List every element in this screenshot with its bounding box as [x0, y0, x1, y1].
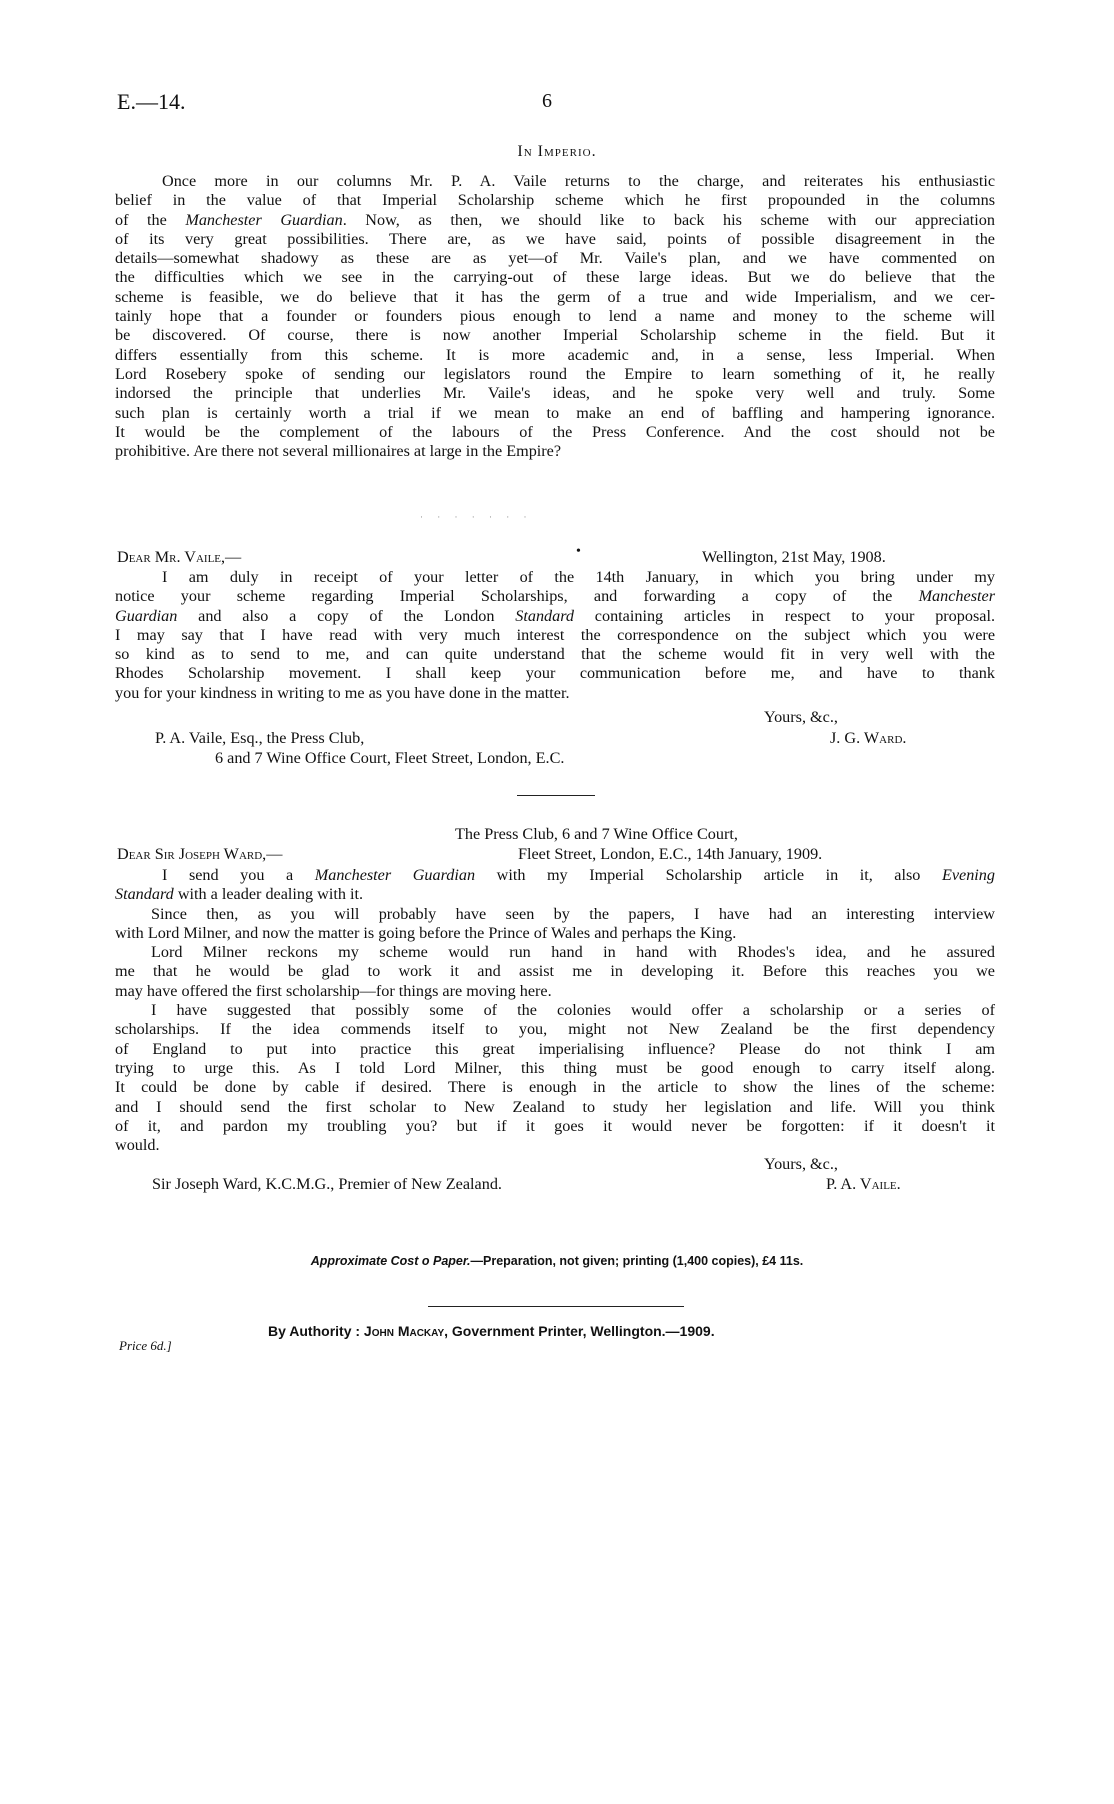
- article-line: of its very great possibilities. There are, as we have said, points of possible disagreement in the: [115, 229, 995, 248]
- price-note: Price 6d.]: [119, 1338, 172, 1353]
- letter2-address-line2: Fleet Street, London, E.C., 14th January, 1909.: [518, 845, 823, 863]
- letter2-line: may have offered the first scholarship—for things are moving here.: [115, 981, 552, 1000]
- letter1-line: [115, 587, 995, 606]
- page-number: 6: [542, 90, 552, 112]
- letter1-line: Rhodes Scholarship movement. I shall keep your communication before me, and have to thank: [115, 664, 995, 683]
- text: and also a copy of the London: [177, 606, 516, 625]
- letter2-line: and I should send the first scholar to New Zealand to study her legislation and life. Will you think: [115, 1097, 995, 1116]
- newspaper-title: Guardian: [115, 606, 178, 625]
- letter2-line: with Lord Milner, and now the matter is going before the Prince of Wales and perhaps the King.: [115, 923, 737, 942]
- text: . Now, as then, we should like to back his scheme with our appreciation: [342, 210, 995, 229]
- letter2-line: Lord Milner reckons my scheme would run hand in hand with Rhodes's idea, and he assured: [151, 943, 995, 962]
- article-line: indorsed the principle that underlies Mr. Vaile's ideas, and he spoke very well and truly. Some: [115, 384, 995, 403]
- text: with a leader dealing with it.: [173, 885, 364, 904]
- letter2-body: [115, 866, 995, 1155]
- article-line: prohibitive. Are there not several millionaires at large in the Empire?: [115, 442, 562, 461]
- letter2-line: would.: [115, 1136, 160, 1155]
- article-line: tainly hope that a founder or founders pious enough to lend a name and money to the scheme will: [115, 307, 995, 326]
- article-line: Lord Rosebery spoke of sending our legislators round the Empire to learn something of it, he really: [115, 364, 995, 383]
- article-line: [115, 211, 995, 230]
- footer-authority: [268, 1323, 715, 1339]
- article-body: [115, 172, 995, 461]
- letter1-line: I may say that I have read with very much interest the correspondence on the subject which you were: [115, 625, 995, 644]
- newspaper-title: Standard: [515, 606, 575, 625]
- letter2-line: of it, and pardon my troubling you? but if it goes it would never be forgotten: if it doesn't it: [115, 1116, 995, 1135]
- text: containing articles in respect to your proposal.: [574, 606, 995, 625]
- letter2-line: I have suggested that possibly some of the colonies would offer a scholarship or a series of: [151, 1001, 995, 1020]
- letter2-line: trying to urge this. As I told Lord Milner, this thing must be good enough to carry itself along.: [115, 1058, 995, 1077]
- letter1-signature: J. G. Ward.: [830, 729, 907, 747]
- letter1-closing: Yours, &c.,: [764, 708, 838, 726]
- article-line: differs essentially from this scheme. It is more academic and, in a sense, less Imperial. When: [115, 345, 995, 364]
- footer-rule: [428, 1306, 684, 1307]
- article-line: belief in the value of that Imperial Scholarship scheme which he first propounded in the columns: [115, 191, 995, 210]
- letter1-addressee-line2: 6 and 7 Wine Office Court, Fleet Street, London, E.C.: [215, 749, 565, 767]
- page-reference: E.—14.: [117, 89, 186, 114]
- cost-text: —Preparation, not given; printing (1,400 copies), £4 11s.: [470, 1254, 804, 1268]
- cost-note: [0, 1254, 1114, 1268]
- letter2-line: scholarships. If the idea commends itself to you, might not New Zealand be the first dependency: [115, 1020, 995, 1039]
- text: of the: [115, 210, 186, 229]
- letter2-salutation: Dear Sir Joseph Ward,—: [117, 845, 283, 863]
- authority-label: By Authority :: [268, 1323, 364, 1339]
- short-rule: [517, 795, 595, 796]
- article-line: It would be the complement of the labours of the Press Conference. And the cost should not be: [115, 422, 995, 441]
- letter2-addressee: Sir Joseph Ward, K.C.M.G., Premier of New Zealand.: [152, 1175, 502, 1193]
- letter2-closing: Yours, &c.,: [764, 1155, 838, 1173]
- article-line: such plan is certainly worth a trial if we mean to make an end of baffling and hampering ignorance.: [115, 403, 995, 422]
- letter1-addressee-line1: P. A. Vaile, Esq., the Press Club,: [155, 729, 365, 747]
- text: with my Imperial Scholarship article in it, also: [475, 866, 942, 884]
- article-line: details—somewhat shadowy as these are as yet—of Mr. Vaile's plan, and we have commented on: [115, 249, 995, 268]
- letter1-line: you for your kindness in writing to me as you have done in the matter.: [115, 683, 570, 702]
- faint-separator: · · · · · · ·: [420, 512, 533, 522]
- letter2-line: [115, 885, 995, 904]
- article-line: be discovered. Of course, there is now another Imperial Scholarship scheme in the field. But it: [115, 326, 995, 345]
- letter1-place-date: Wellington, 21st May, 1908.: [702, 548, 886, 566]
- text: notice your scheme regarding Imperial Scholarships, and forwarding a copy of the: [115, 587, 919, 606]
- letter1-salutation: Dear Mr. Vaile,—: [117, 548, 242, 566]
- newspaper-title: Standard: [115, 885, 174, 904]
- letter1-line: I am duly in receipt of your letter of the 14th January, in which you bring under my: [162, 568, 995, 586]
- letter2-signature: P. A. Vaile.: [826, 1175, 901, 1193]
- article-line: Once more in our columns Mr. P. A. Vaile returns to the charge, and reiterates his enthusiastic: [162, 172, 995, 190]
- newspaper-title: Manchester Guardian: [185, 210, 343, 229]
- letter1-body: [115, 568, 995, 703]
- letter2-line: of England to put into practice this great imperialising influence? Please do not think I am: [115, 1039, 995, 1058]
- letter1-line: so kind as to send to me, and can quite understand that the scheme would fit in very well with the: [115, 645, 995, 664]
- article-line: scheme is feasible, we do believe that it has the germ of a true and wide Imperialism, and we cer-: [115, 287, 995, 306]
- printer-name: John Mackay: [363, 1323, 445, 1339]
- letter2-line: Since then, as you will probably have seen by the papers, I have had an interesting interview: [151, 904, 995, 923]
- authority-rest: , Government Printer, Wellington.—1909.: [444, 1323, 715, 1339]
- newspaper-title: Manchester: [918, 587, 995, 606]
- cost-label: Approximate Cost o Paper.: [310, 1254, 471, 1268]
- article-line: the difficulties which we see in the carrying-out of these large ideas. But we do believe that the: [115, 268, 995, 287]
- letter1-line: [115, 607, 995, 626]
- dot-mark: •: [576, 544, 581, 559]
- text: I send you a: [162, 866, 315, 884]
- letter2-line: [115, 866, 995, 885]
- newspaper-title: Manchester Guardian: [314, 866, 476, 884]
- newspaper-title: Evening: [941, 866, 995, 884]
- letter2-line: me that he would be glad to work it and assist me in developing it. Before this reaches you we: [115, 962, 995, 981]
- letter2-line: It could be done by cable if desired. There is enough in the article to show the lines of the scheme:: [115, 1078, 995, 1097]
- letter2-address-line1: The Press Club, 6 and 7 Wine Office Court,: [455, 825, 738, 843]
- article-title: In Imperio.: [517, 143, 597, 160]
